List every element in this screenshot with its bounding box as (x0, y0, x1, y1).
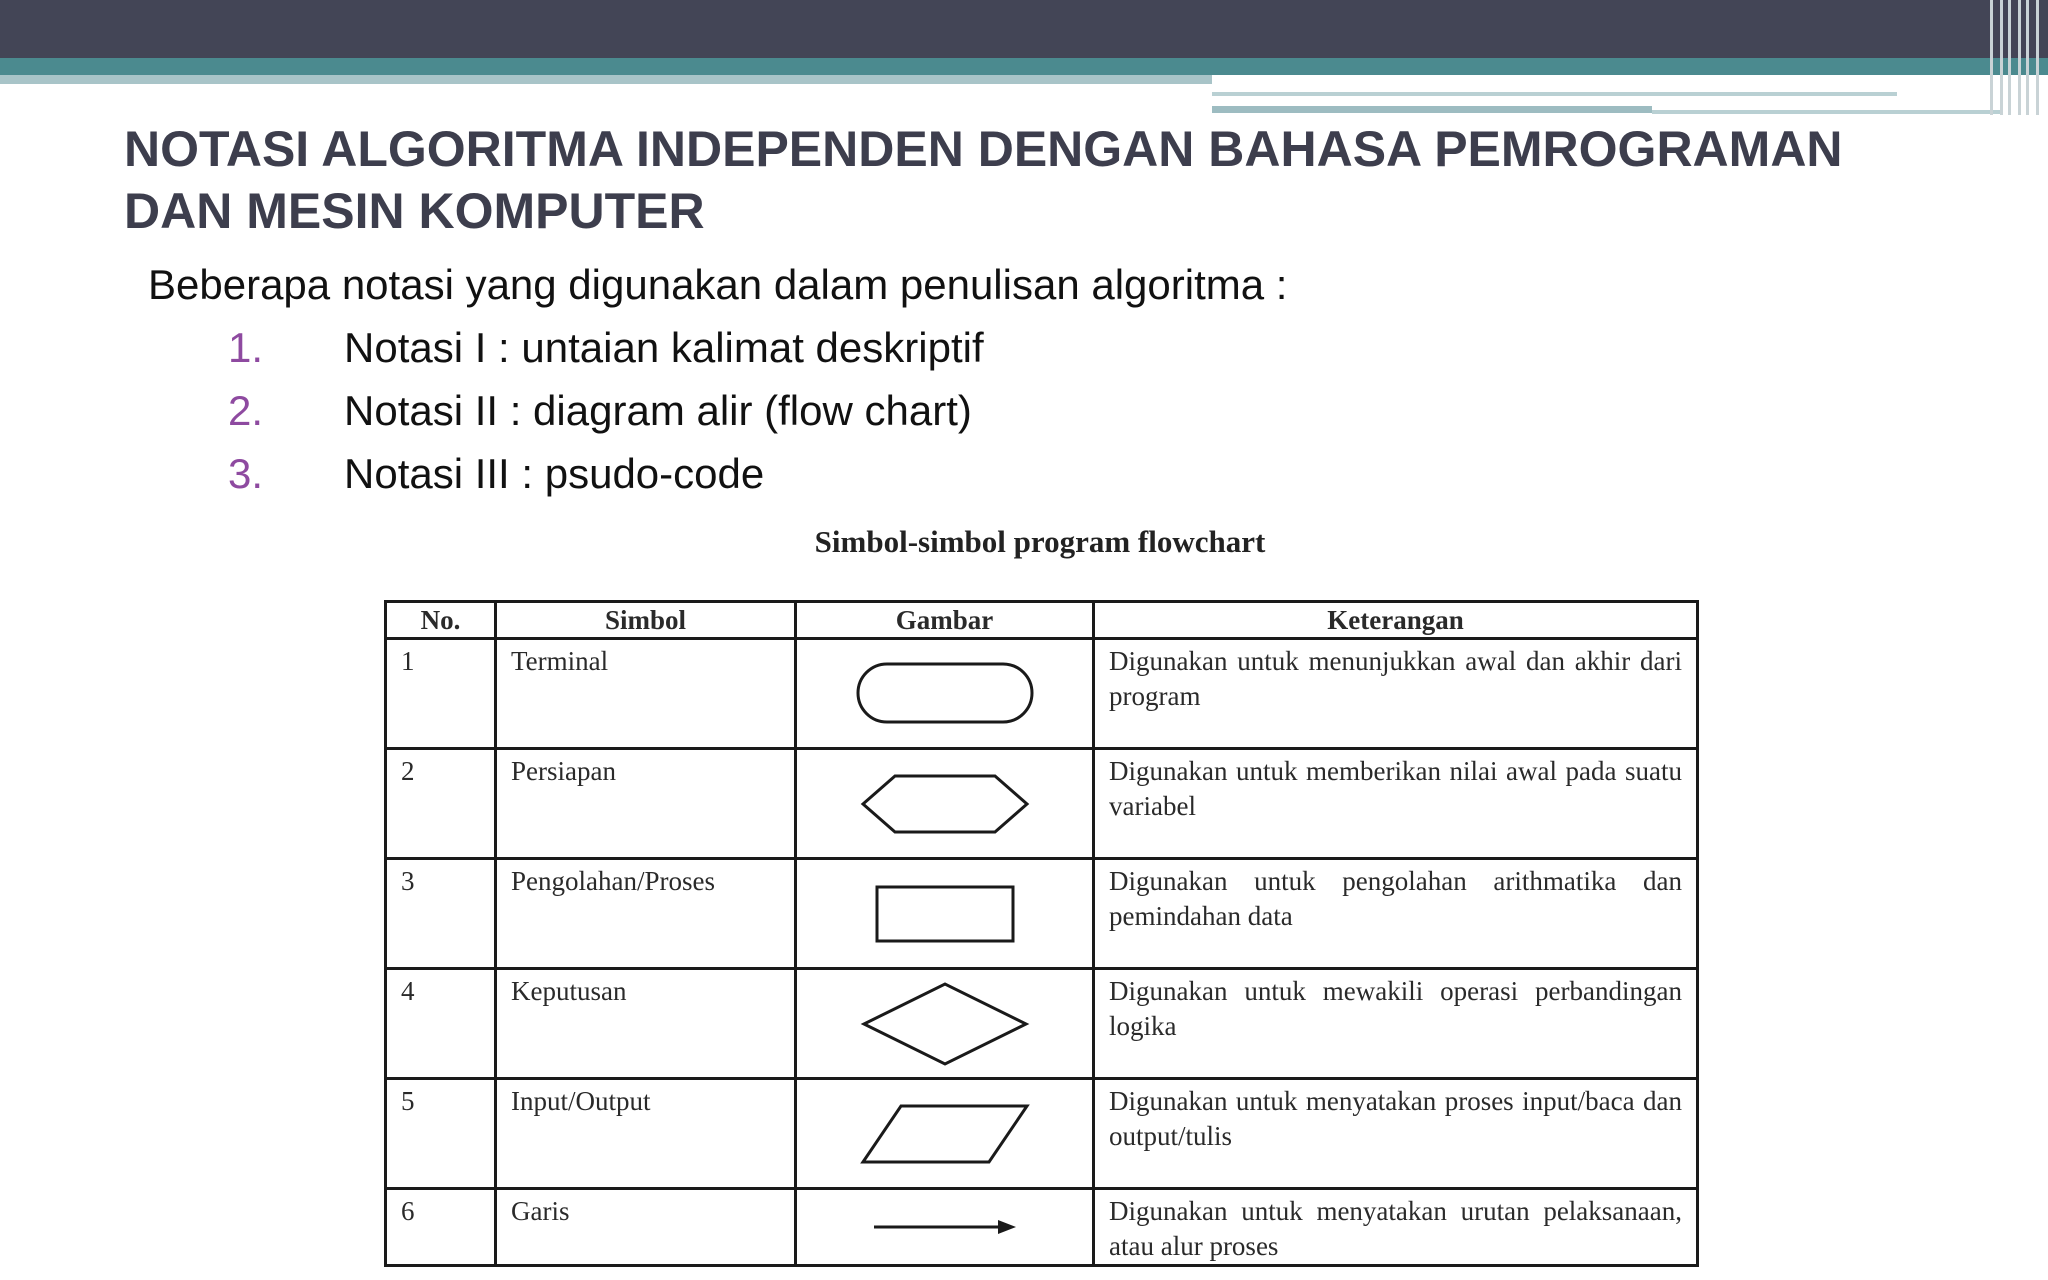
cell-gambar (796, 1189, 1094, 1266)
flowchart-symbols-table (384, 600, 1699, 1267)
cell-simbol: Terminal (496, 639, 796, 749)
cell-keterangan: Digunakan untuk menunjukkan awal dan akhir dari program (1094, 639, 1698, 749)
cell-simbol: Persiapan (496, 749, 796, 859)
cell-gambar (796, 1079, 1094, 1189)
list-number: 1. (228, 324, 264, 371)
decor-stripes (1986, 0, 2048, 115)
list-number: 2. (228, 387, 264, 434)
list-number: 3. (228, 450, 264, 497)
cell-no: 6 (386, 1189, 496, 1266)
terminal-rounded-rectangle-icon (855, 661, 1035, 727)
table-caption: Simbol-simbol program flowchart (814, 524, 1266, 559)
list-text: Notasi II : diagram alir (flow chart) (344, 387, 972, 434)
input-output-parallelogram-icon (859, 1102, 1031, 1166)
table-row (386, 749, 1698, 859)
cell-gambar (796, 859, 1094, 969)
cell-keterangan: Digunakan untuk memberikan nilai awal pada suatu variabel (1094, 749, 1698, 859)
cell-keterangan: Digunakan untuk pengolahan arithmatika dan pemindahan data (1094, 859, 1698, 969)
slide-title: NOTASI ALGORITMA INDEPENDEN DENGAN BAHASA PEMROGRAMAN DAN MESIN KOMPUTER (124, 121, 1843, 239)
cell-gambar (796, 639, 1094, 749)
teal-band (0, 58, 2048, 75)
decor-line (1212, 92, 1897, 96)
header-gambar: Gambar (796, 602, 1094, 639)
header-no: No. (386, 602, 496, 639)
cell-simbol: Garis (496, 1189, 796, 1266)
intro-text: Beberapa notasi yang digunakan dalam penulisan algoritma : (148, 261, 1288, 308)
decor-line (1212, 106, 1652, 113)
light-band (0, 75, 1212, 84)
flow-line-arrow-icon (870, 1215, 1020, 1239)
cell-keterangan: Digunakan untuk menyatakan urutan pelaksanaan, atau alur proses (1094, 1189, 1698, 1266)
header-keterangan: Keterangan (1094, 602, 1698, 639)
preparation-hexagon-icon (860, 773, 1030, 835)
cell-no: 3 (386, 859, 496, 969)
cell-no: 4 (386, 969, 496, 1079)
table-row (386, 1189, 1698, 1266)
cell-gambar (796, 969, 1094, 1079)
cell-no: 1 (386, 639, 496, 749)
header-simbol: Simbol (496, 602, 796, 639)
cell-no: 5 (386, 1079, 496, 1189)
list-text: Notasi I : untaian kalimat deskriptif (344, 324, 984, 371)
table-row (386, 639, 1698, 749)
cell-simbol: Pengolahan/Proses (496, 859, 796, 969)
table-row (386, 969, 1698, 1079)
cell-simbol: Input/Output (496, 1079, 796, 1189)
table-header-row (386, 602, 1698, 639)
cell-keterangan: Digunakan untuk menyatakan proses input/baca dan output/tulis (1094, 1079, 1698, 1189)
top-bar (0, 0, 2048, 58)
list-text: Notasi III : psudo-code (344, 450, 765, 497)
process-rectangle-icon (874, 884, 1016, 944)
decision-diamond-icon (860, 980, 1030, 1068)
decor-line (1652, 110, 2002, 114)
table-row (386, 1079, 1698, 1189)
cell-simbol: Keputusan (496, 969, 796, 1079)
cell-keterangan: Digunakan untuk mewakili operasi perbandingan logika (1094, 969, 1698, 1079)
cell-gambar (796, 749, 1094, 859)
cell-no: 2 (386, 749, 496, 859)
table-row (386, 859, 1698, 969)
